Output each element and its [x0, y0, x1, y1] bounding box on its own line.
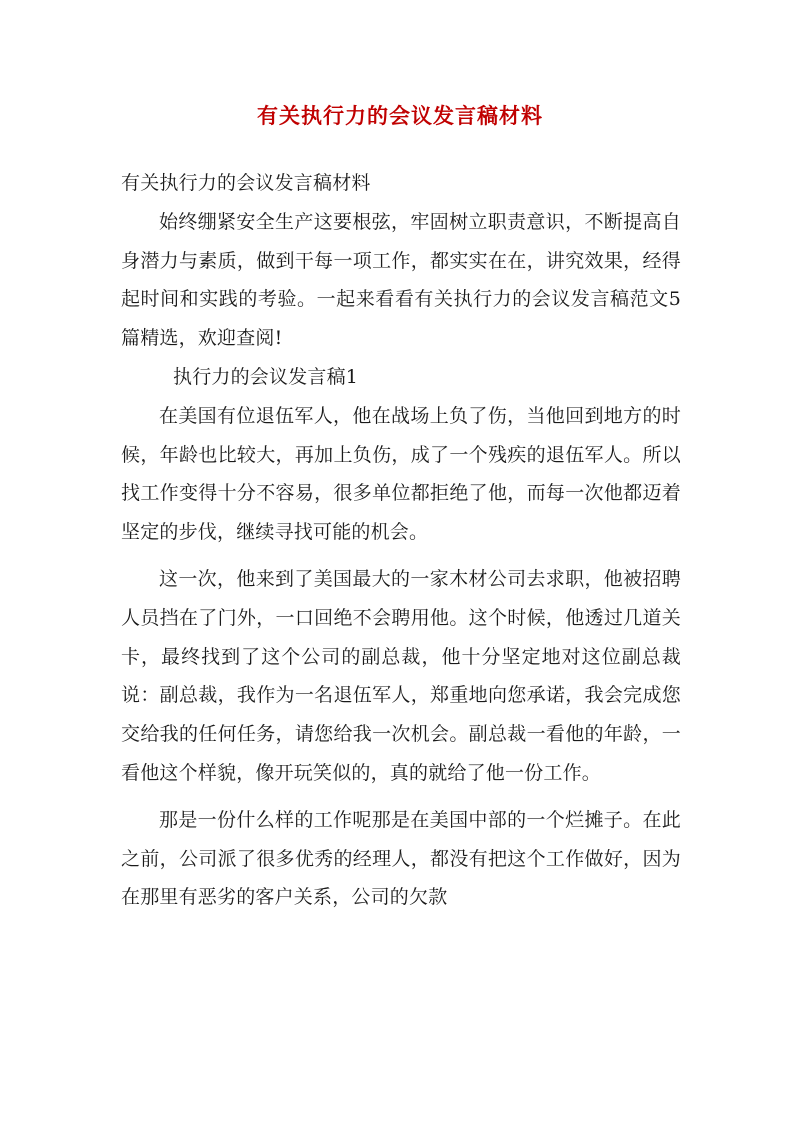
section-heading: 执行力的会议发言稿1: [173, 365, 359, 388]
paragraph: 在美国有位退伍军人，他在战场上负了伤，当他回到地方的时候，年龄也比较大，再加上负伤，成了一个残疾的退伍军人。所以找工作变得十分不容易，很多单位都拒绝了他，而每一次他都迈着坚定的步伐，继续寻找可能的机会。: [121, 404, 681, 544]
document-body: [121, 164, 681, 917]
paragraph: 那是一份什么样的工作呢那是在美国中部的一个烂摊子。在此之前，公司派了很多优秀的经理人，都没有把这个工作做好，因为在那里有恶劣的客户关系，公司的欠款: [121, 808, 681, 909]
paragraph-intro: 始终绷紧安全生产这要根弦，牢固树立职责意识，不断提高自身潜力与素质，做到干每一项工作，都实实在在，讲究效果，经得起时间和实践的考验。一起来看看有关执行力的会议发言稿范文5篇精选，欢迎查阅!: [121, 210, 681, 350]
paragraph: 这一次，他来到了美国最大的一家木材公司去求职，他被招聘人员挡在了门外，一口回绝不会聘用他。这个时候，他透过几道关卡，最终找到了这个公司的副总裁，他十分坚定地对这位副总裁说：副总裁，我作为一名退伍军人，郑重地向您承诺，我会完成您交给我的任何任务，请您给我一次机会。副总裁一看他的年龄，一看他这个样貌，像开玩笑似的，真的就给了他一份工作。: [121, 567, 681, 784]
document-title: 有关执行力的会议发言稿材料: [257, 103, 543, 128]
intro-heading: 有关执行力的会议发言稿材料: [121, 172, 371, 194]
